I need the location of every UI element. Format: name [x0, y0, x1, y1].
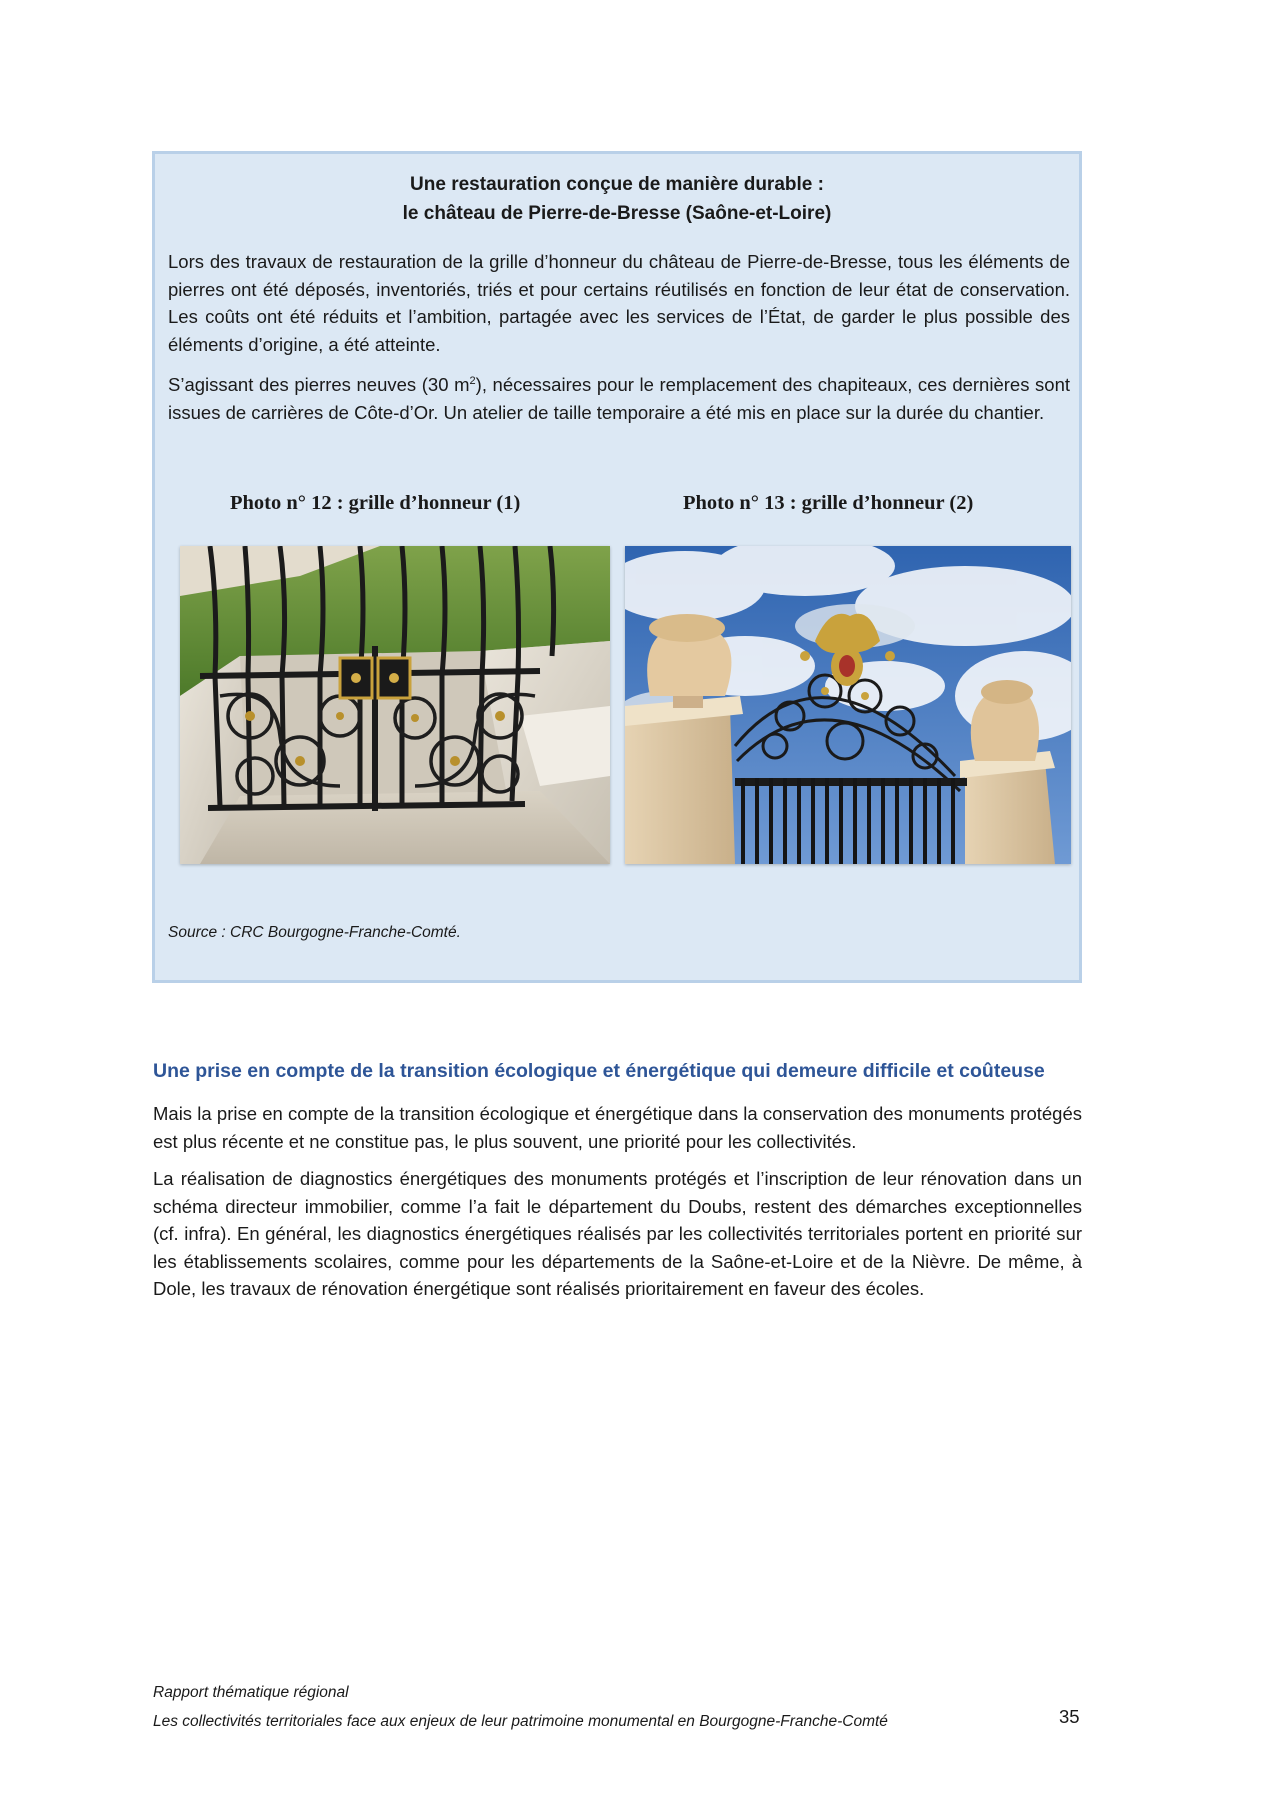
section-paragraph-1: Mais la prise en compte de la transition écologique et énergétique dans la conservation des monuments protégés est plus récente et ne constitue pas, le plus souvent, une priorité pour les collectivités.	[153, 1103, 1082, 1152]
page-footer	[153, 1678, 888, 1736]
footer-report-title: Les collectivités territoriales face aux enjeux de leur patrimoine monumental en Bourgogne-Franche-Comté	[153, 1713, 888, 1730]
section-body	[153, 1100, 1082, 1313]
section-heading: Une prise en compte de la transition écologique et énergétique qui demeure difficile et coûteuse	[153, 1060, 1045, 1082]
box-title-line-1: Une restauration conçue de manière durable :	[410, 174, 824, 195]
box-paragraph-2-end: ), nécessaires pour le remplacement des chapiteaux, ces dernières sont issues de carrières de Côte-d’Or. Un atelier de taille temporaire a été mis en place sur la durée du chantier.	[168, 374, 1071, 423]
photo-13-caption: Photo n° 13 : grille d’honneur (2)	[683, 492, 974, 514]
superscript-2: 2	[469, 375, 476, 387]
box-title	[155, 170, 1079, 228]
photo-12-caption: Photo n° 12 : grille d’honneur (1)	[230, 492, 521, 514]
box-paragraph-2-start: S’agissant des pierres neuves (30 m	[168, 374, 470, 396]
photo-12-image	[180, 546, 610, 864]
photo-13-gate-sky	[625, 546, 1071, 864]
box-title-line-2: le château de Pierre-de-Bresse (Saône-et-Loire)	[402, 203, 832, 224]
photo-12-gate-closeup	[180, 546, 610, 864]
photo-13-image	[625, 546, 1071, 864]
box-paragraph-2	[168, 368, 1070, 426]
info-box	[152, 151, 1082, 983]
box-text	[168, 248, 1070, 436]
footer-report-type: Rapport thématique régional	[153, 1684, 349, 1701]
box-paragraph-1: Lors des travaux de restauration de la grille d’honneur du château de Pierre-de-Bresse, tous les éléments de pierres ont été déposés, inventoriés, triés et pour certains réutilisés en fonction de leur état de conservation. Les coûts ont été réduits et l’ambition, partagée avec les services de l’État, de garder le plus possible des éléments d’origine, a été atteinte.	[168, 251, 1070, 355]
page-number: 35	[1059, 1706, 1080, 1727]
section-paragraph-2: La réalisation de diagnostics énergétiques des monuments protégés et l’inscription de leur rénovation dans un schéma directeur immobilier, comme l’a fait le département du Doubs, restent des démarches exceptionnelles (cf. infra). En général, les diagnostics énergétiques réalisés par les collectivités territoriales portent en priorité sur les établissements scolaires, comme pour les départements de la Saône-et-Loire et de la Nièvre. De même, à Dole, les travaux de rénovation énergétique sont réalisés prioritairement en faveur des écoles.	[153, 1168, 1082, 1299]
box-source: Source : CRC Bourgogne-Franche-Comté.	[168, 924, 461, 941]
